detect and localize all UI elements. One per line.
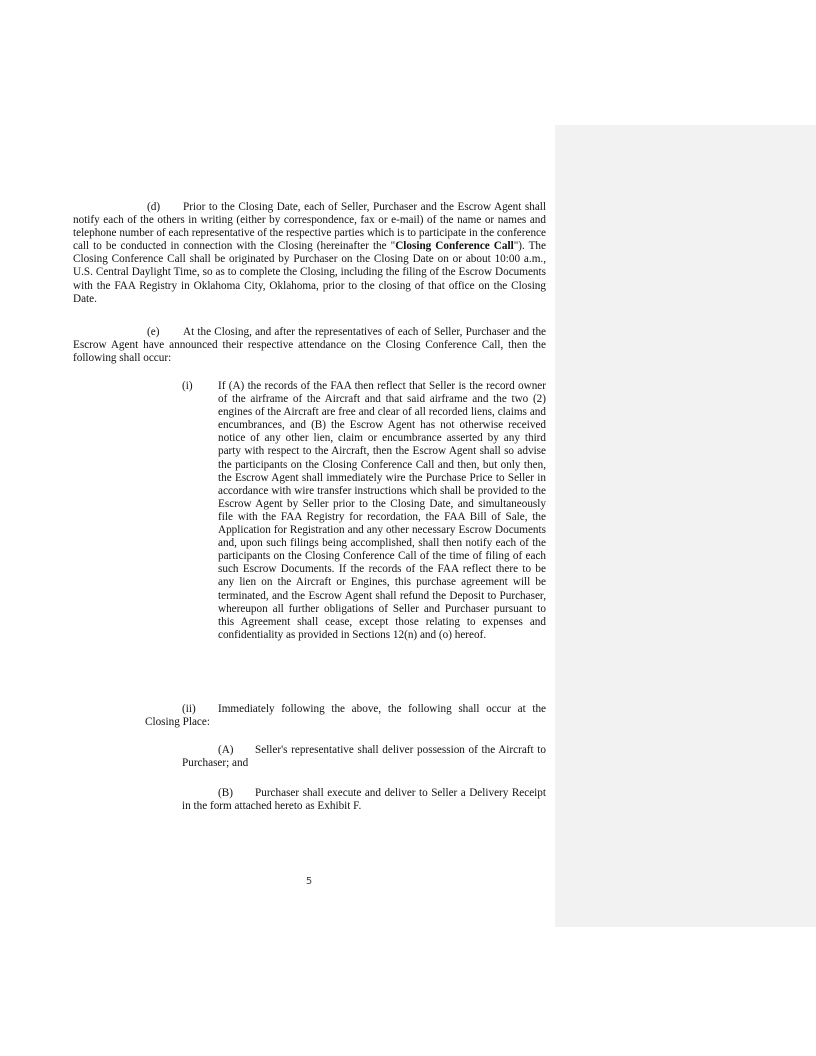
closing-conference-call-term: Closing Conference Call	[395, 240, 514, 253]
paragraph-e-text: At the Closing, and after the representatives of each of Seller, Purchaser and the Escrow Agent have announced their respective attendance on the Closing Conference Call, then the following shall occur:	[73, 326, 546, 365]
item-b-label: (B)	[218, 787, 233, 799]
item-b	[182, 787, 546, 813]
page-number: 5	[305, 876, 313, 887]
item-ii	[145, 703, 546, 729]
paragraph-e	[73, 326, 546, 365]
item-i-label: (i)	[182, 380, 193, 392]
item-ii-label: (ii)	[182, 703, 196, 715]
item-a-text: Seller's representative shall deliver possession of the Aircraft to Purchaser; and	[182, 744, 546, 770]
paragraph-e-label: (e)	[147, 326, 160, 338]
comment-pane	[555, 125, 816, 927]
item-b-text: Purchaser shall execute and deliver to Seller a Delivery Receipt in the form attached hereto as Exhibit F.	[182, 787, 546, 813]
item-ii-text: Immediately following the above, the following shall occur at the Closing Place:	[145, 703, 546, 729]
paragraph-d	[73, 201, 546, 306]
paragraph-d-text-1: Prior to the Closing Date, each of Seller, Purchaser and the Escrow Agent shall notify each of the others in writing (either by correspondence, fax or e-mail) of the name or names and telephone number of each representative of the respective parties which is to participate in the conference call to be conducted in connection with the Closing (hereinafter the "	[73, 201, 546, 253]
item-i-text: If (A) the records of the FAA then reflect that Seller is the record owner of the airframe of the Aircraft and that said airframe and the two (2) engines of the Aircraft are free and clear of all recorded liens, claims and encumbrances, and (B) the Escrow Agent has not otherwise received notice of any other lien, claim or encumbrance asserted by any third party with respect to the Aircraft, then the Escrow Agent shall so advise the participants on the Closing Conference Call and then, but only then, the Escrow Agent shall immediately wire the Purchase Price to Seller in accordance with wire transfer instructions which shall be provided to the Escrow Agent by Seller prior to the Closing Date, and simultaneously file with the FAA Registry for recordation, the FAA Bill of Sale, the Application for Registration and any other necessary Escrow Documents and, upon such filings being accomplished, shall then notify each of the participants on the Closing Conference Call of the time of filing of each such Escrow Documents. If the records of the FAA reflect there to be any lien on the Aircraft or Engines, this purchase agreement will be terminated, and the Escrow Agent shall refund the Deposit to Purchaser, whereupon all further obligations of Seller and Purchaser pursuant to this Agreement shall cease, except those relating to expenses and confidentiality as provided in Sections 12(n) and (o) hereof.	[218, 380, 546, 641]
item-a	[182, 744, 546, 770]
paragraph-d-text-2: "). The Closing Conference Call shall be originated by Purchaser on the Closing Date on or about 10:00 a.m., U.S. Central Daylight Time, so as to complete the Closing, including the filing of the Escrow Documents with the FAA Registry in Oklahoma City, Oklahoma, prior to the closing of that office on the Closing Date.	[73, 240, 546, 305]
paragraph-d-label: (d)	[147, 201, 161, 213]
item-a-label: (A)	[218, 744, 234, 756]
